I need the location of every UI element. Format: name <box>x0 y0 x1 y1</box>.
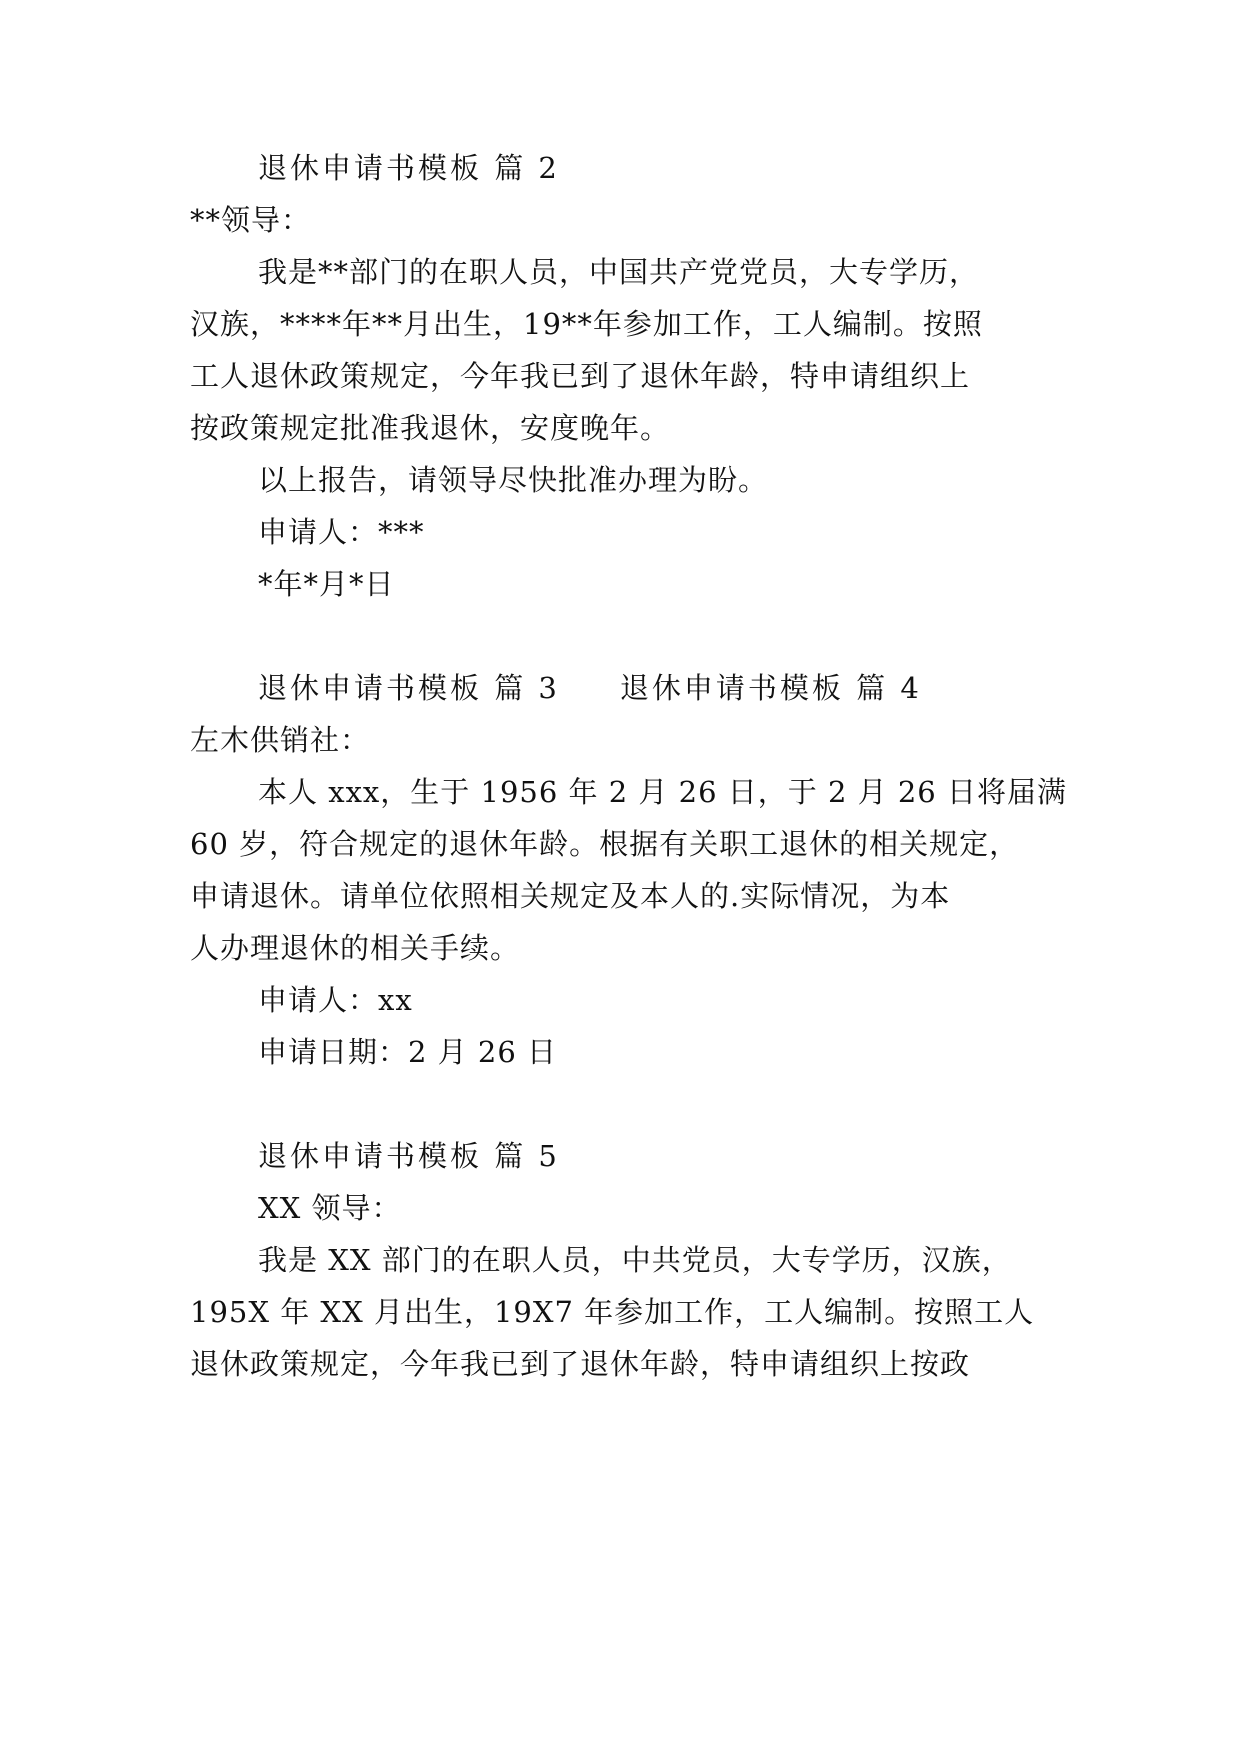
salutation: **领导： <box>190 203 312 237</box>
applicant-line: 申请人：*** <box>258 515 425 549</box>
section-heading: 退休申请书模板 篇 2 <box>258 151 560 185</box>
section-heading-row <box>258 668 1138 708</box>
body-line: 我是 XX 部门的在职人员，中共党员，大专学历，汉族， <box>258 1243 1012 1277</box>
date-line: *年*月*日 <box>258 567 395 601</box>
section-heading: 退休申请书模板 篇 5 <box>258 1139 560 1173</box>
body-line: 人办理退休的相关手续。 <box>190 931 521 965</box>
body-line: 195X 年 XX 月出生，19X7 年参加工作，工人编制。按照工人 <box>190 1295 1035 1329</box>
body-line: 60 岁，符合规定的退休年龄。根据有关职工退休的相关规定， <box>190 827 1020 861</box>
body-line: 我是**部门的在职人员，中国共产党党员，大专学历， <box>258 255 980 289</box>
body-line: 汉族，****年**月出生，19**年参加工作，工人编制。按照 <box>190 307 983 341</box>
body-line: 按政策规定批准我退休，安度晚年。 <box>190 411 671 445</box>
applicant-line: 申请人：xx <box>258 983 413 1017</box>
body-line: 退休政策规定，今年我已到了退休年龄，特申请组织上按政 <box>190 1347 971 1381</box>
date-line: 申请日期：2 月 26 日 <box>258 1035 558 1069</box>
section-heading: 退休申请书模板 篇 3 <box>258 671 560 705</box>
closing-line: 以上报告，请领导尽快批准办理为盼。 <box>258 463 769 497</box>
section-heading: 退休申请书模板 篇 4 <box>619 671 922 705</box>
salutation: 左木供销社： <box>190 723 371 757</box>
body-line: 工人退休政策规定，今年我已到了退休年龄，特申请组织上 <box>190 359 971 393</box>
body-line: 本人 xxx，生于 1956 年 2 月 26 日，于 2 月 26 日将届满 <box>258 775 1067 809</box>
body-line: 申请退休。请单位依照相关规定及本人的.实际情况，为本 <box>190 879 951 913</box>
salutation: XX 领导： <box>258 1191 402 1225</box>
